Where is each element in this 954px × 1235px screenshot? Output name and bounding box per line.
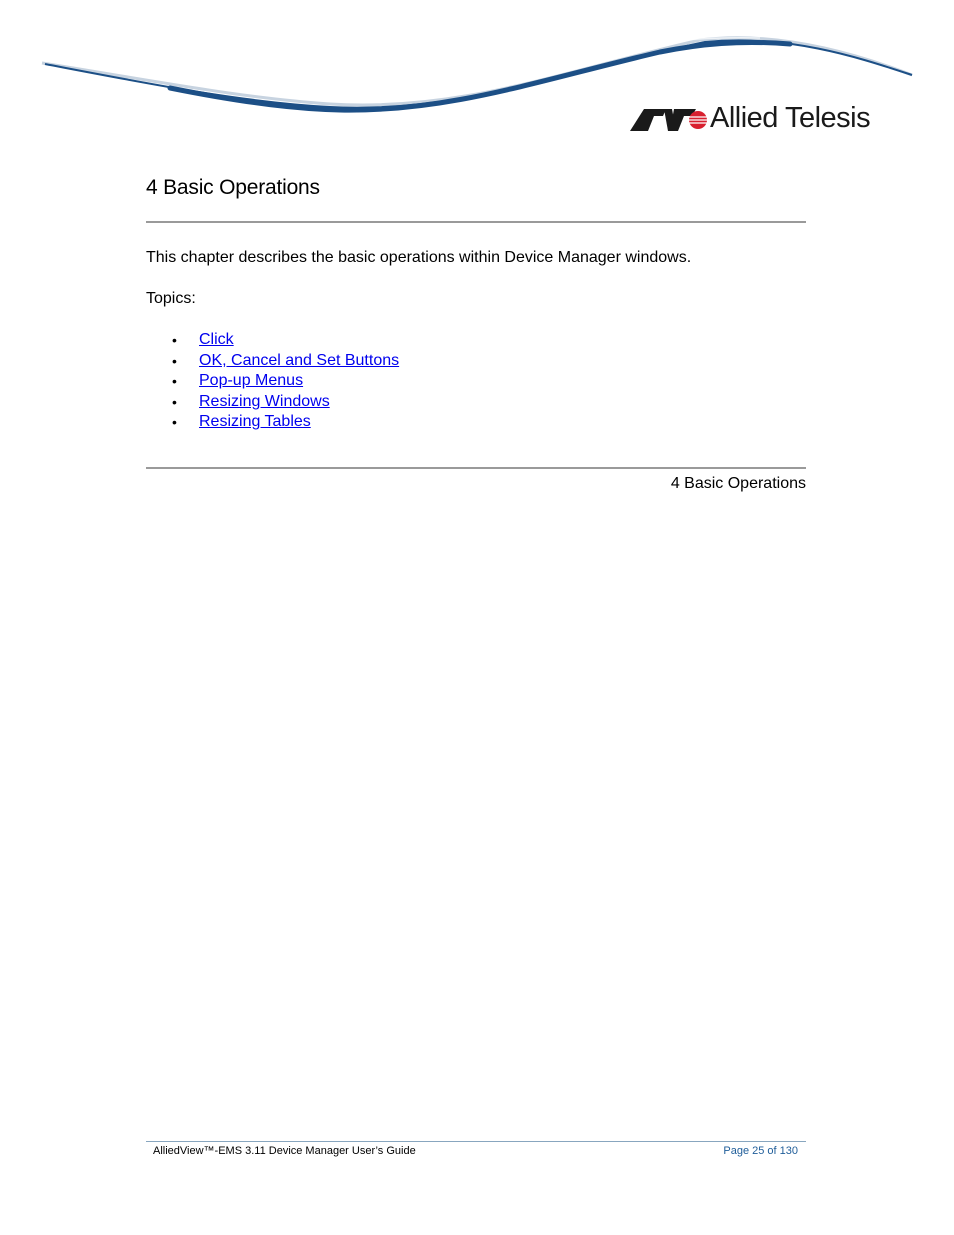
allied-telesis-logo [630,98,870,138]
bullet-icon: • [172,414,177,430]
list-item [146,351,399,372]
section-footer-label: 4 Basic Operations [670,475,806,492]
topic-link-popup-menus[interactable]: Pop-up Menus [199,372,304,389]
topic-link-resizing-windows[interactable]: Resizing Windows [199,392,330,410]
title-divider [146,221,806,223]
bullet-icon: • [172,373,177,389]
bullet-icon: • [172,393,177,410]
list-item [146,392,399,413]
topic-link-ok-cancel-set-buttons[interactable]: OK, Cancel and Set Buttons [199,351,400,369]
bullet-icon: • [172,352,177,369]
topic-link-resizing-tables[interactable]: Resizing Tables [199,413,311,430]
list-item [146,412,399,433]
bullet-icon: • [172,332,177,348]
topic-link-click[interactable]: Click [199,331,234,348]
list-item [146,371,399,392]
brand-name: Allied Telesis [710,102,871,134]
page-footer-divider [146,1141,806,1142]
page-number: Page 25 of 130 [723,1145,798,1157]
guide-title: AlliedView™-EMS 3.11 Device Manager User’s Guide [153,1145,416,1157]
section-divider [146,467,806,469]
allied-telesis-logo-mark-icon [630,103,708,133]
list-item [146,330,399,351]
page-title: 4 Basic Operations [146,176,320,199]
chapter-intro: This chapter describes the basic operations within Device Manager windows. [146,249,692,266]
topics-list [146,330,399,433]
topics-label: Topics: [146,290,196,307]
